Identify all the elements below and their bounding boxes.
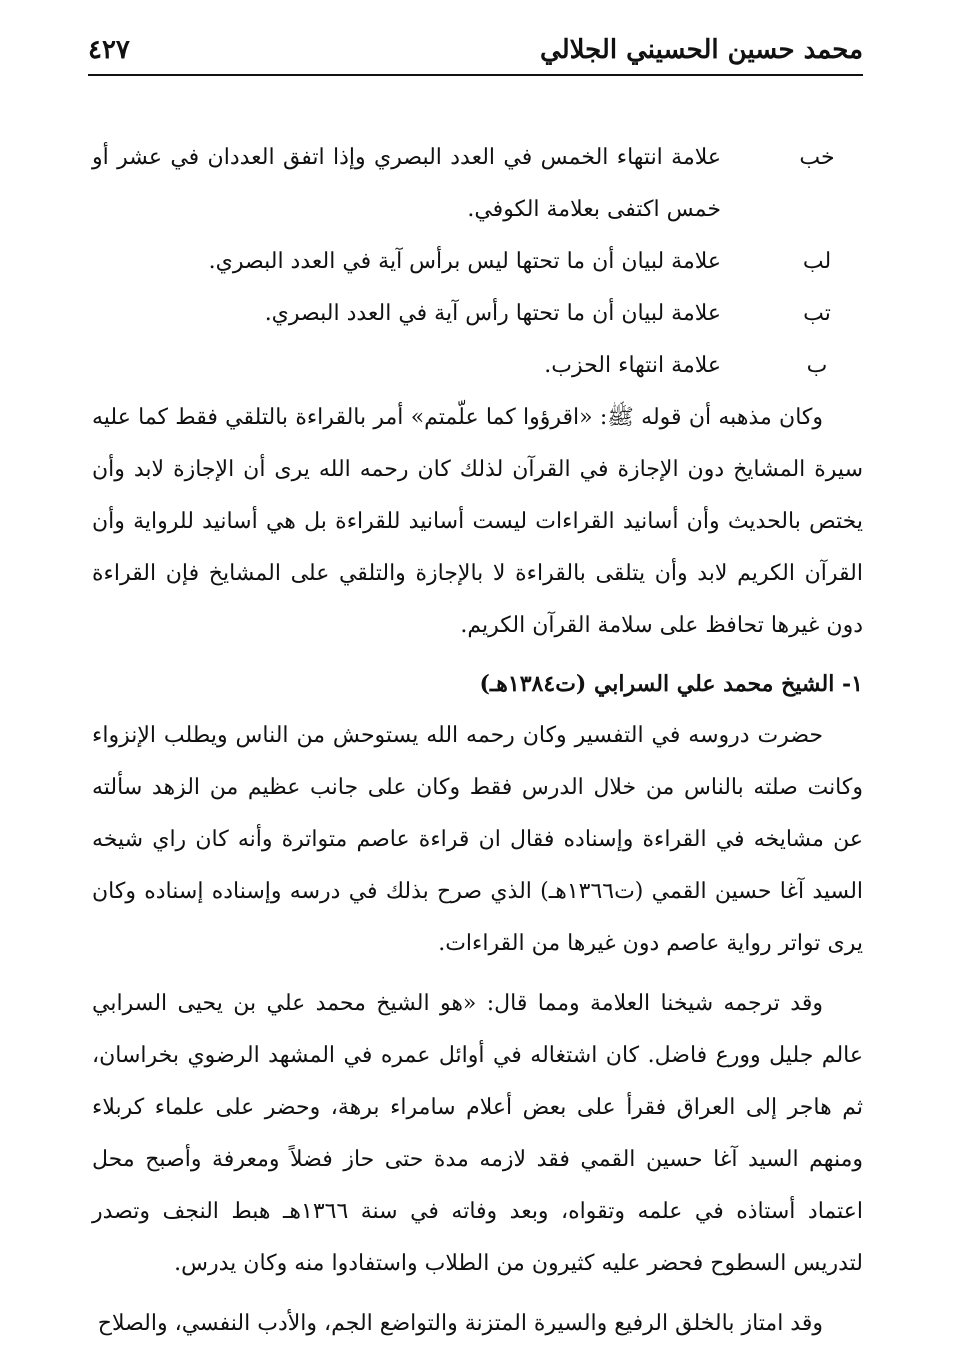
legend-item bbox=[92, 340, 863, 392]
legend-mark: خب bbox=[799, 145, 835, 170]
legend-description: علامة لبيان أن ما تحتها رأس آية في العدد البصري. bbox=[264, 301, 721, 326]
header-title: محمد حسين الحسيني الجلالي bbox=[540, 35, 863, 65]
running-header bbox=[88, 28, 863, 72]
paragraph-studies: حضرت دروسه في التفسير وكان رحمه الله يستوحش من الناس ويطلب الإنزواء وكانت صلته بالناس من خلال الدرس فقط وكان على جانب عظيم من الزهد سألته عن مشايخه في القراءة وإسناده فقال ان قراءة عاصم متواترة وأنه كان راي شيخه السيد آغا حسين القمي (ت١٣٦٦هـ) الذي صرح بذلك في درسه وإسناده إسناده وكان يرى تواتر رواية عاصم دون غيرها من القراءات. bbox=[92, 723, 864, 956]
legend-description: علامة لبيان أن ما تحتها ليس برأس آية في العدد البصري. bbox=[208, 249, 721, 274]
header-divider bbox=[88, 74, 863, 76]
legend-mark: تب bbox=[803, 301, 831, 326]
legend-mark: لب bbox=[802, 249, 832, 274]
symbol-legend bbox=[92, 132, 863, 392]
page-body bbox=[92, 132, 863, 1350]
legend-item bbox=[92, 236, 863, 288]
page-number: ٤٢٧ bbox=[88, 35, 130, 65]
section-heading: ١- الشيخ محمد علي السرابي (ت١٣٨٤هـ) bbox=[479, 671, 863, 697]
paragraph-methodology: وكان مذهبه أن قوله ﷺ: «اقرؤوا كما علّمتم» أمر بالقراءة بالتلقي فقط كما عليه سيرة المشايخ دون الإجازة في القرآن لذلك كان رحمه الله يرى أن الإجازة لابد وأن يختص بالحديث وأن أسانيد القراءات ليست أسانيد للقراءة بل هي أسانيد للرواية وأن القرآن الكريم لابد وأن يتلقى بالقراءة لا بالإجازة والتلقي على المشايخ فإن القراءة دون غيرها تحافظ على سلامة القرآن الكريم. bbox=[92, 405, 863, 638]
paragraph-character: وقد امتاز بالخلق الرفيع والسيرة المتزنة والتواضع الجم، والأدب النفسي، والصلاح bbox=[97, 1311, 823, 1336]
legend-mark: ب bbox=[806, 353, 828, 378]
legend-item bbox=[92, 288, 863, 340]
paragraph-biography: وقد ترجمه شيخنا العلامة ومما قال: «هو الشيخ محمد علي بن يحيى السرابي عالم جليل وورع فاضل. كان اشتغاله في أوائل عمره في المشهد الرضوي بخراسان، ثم هاجر إلى العراق فقرأ على بعض أعلام سامراء برهة، وحضر على علماء كربلاء ومنهم السيد آغا حسين القمي فقد لازمه مدة حتى حاز فضلاً ومعرفة وأصبح محل اعتماد أستاذه في علمه وتقواه، وبعد وفاته في سنة ١٣٦٦هـ هبط النجف وتصدر لتدريس السطوح فحضر عليه كثيرون من الطلاب واستفادوا منه وكان يدرس. bbox=[92, 991, 863, 1276]
legend-description: علامة انتهاء الخمس في العدد البصري وإذا اتفق العددان في عشر أو خمس اكتفى بعلامة الكوفي. bbox=[92, 145, 721, 222]
legend-item bbox=[92, 132, 863, 236]
legend-description: علامة انتهاء الحزب. bbox=[544, 353, 721, 378]
